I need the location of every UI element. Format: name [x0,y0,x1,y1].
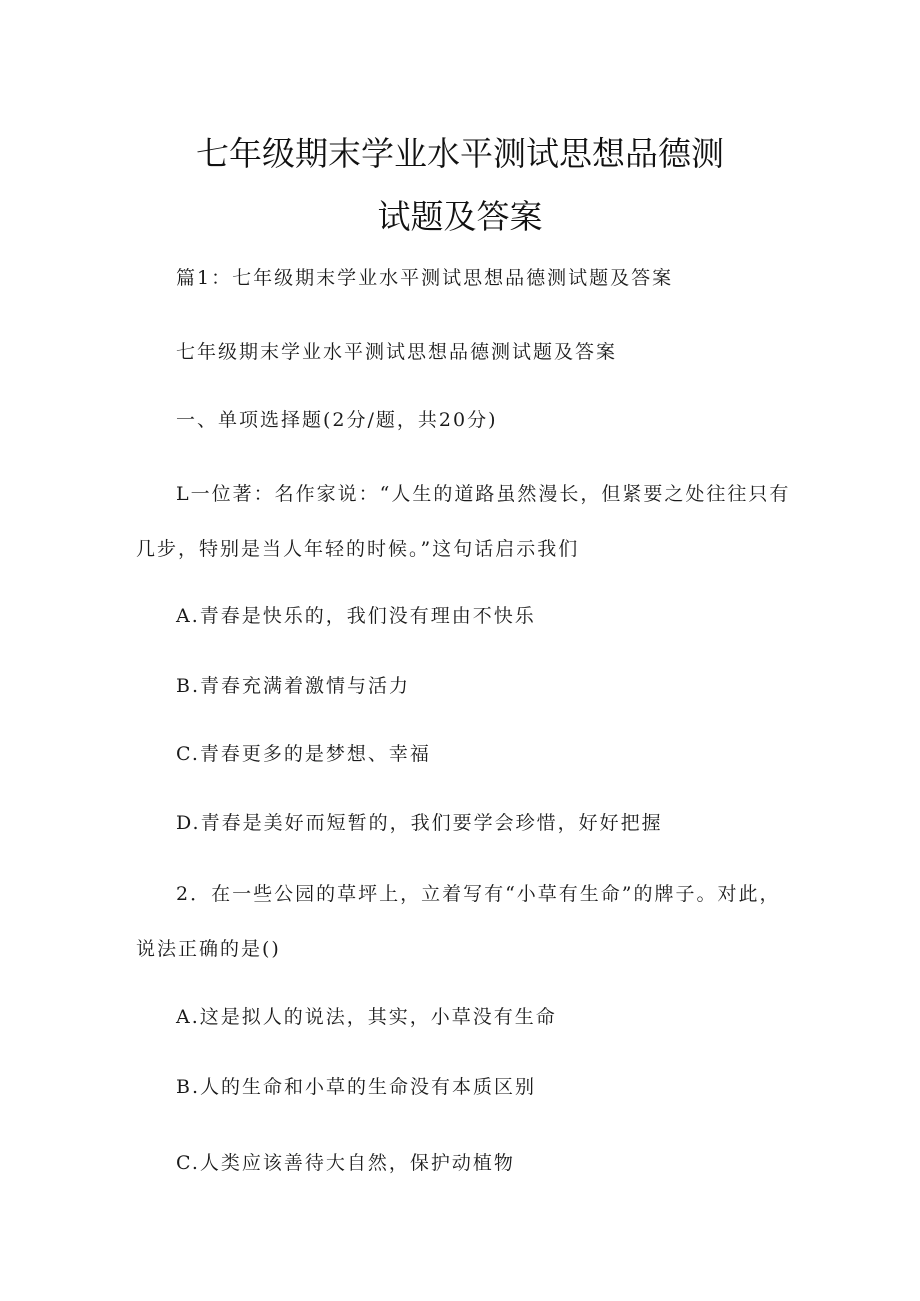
article-subtitle: 篇1：七年级期末学业水平测试思想品德测试题及答案 [176,267,674,289]
document-title-line1: 七年级期末学业水平测试思想品德测 [196,134,724,173]
question-1-option-d: D.青春是美好而短暂的，我们要学会珍惜，好好把握 [176,812,663,834]
question-2-option-c: C.人类应该善待大自然，保护动植物 [176,1152,515,1174]
section-heading: 一、单项选择题(2分/题，共20分) [176,409,498,431]
question-1-option-a: A.青春是快乐的，我们没有理由不快乐 [176,605,536,627]
document-title-line2: 试题及答案 [377,197,543,236]
question-2-option-b: B.人的生命和小草的生命没有本质区别 [176,1076,537,1098]
question-1-option-b: B.青春充满着激情与活力 [176,675,411,697]
question-1-stem-line1: L一位著：名作家说：“人生的道路虽然漫长，但紧要之处往往只有 [176,483,791,505]
question-2-option-a: A.这是拟人的说法，其实，小草没有生命 [176,1006,557,1028]
article-heading: 七年级期末学业水平测试思想品德测试题及答案 [176,341,618,363]
question-2-stem-line2: 说法正确的是() [136,938,281,960]
question-1-option-c: C.青春更多的是梦想、幸福 [176,743,431,765]
question-2-stem-line1: 2．在一些公园的草坪上，立着写有“小草有生命”的牌子。对此， [176,883,781,905]
question-1-stem-line2: 几步，特别是当人年轻的时候。”这句话启示我们 [136,538,580,560]
